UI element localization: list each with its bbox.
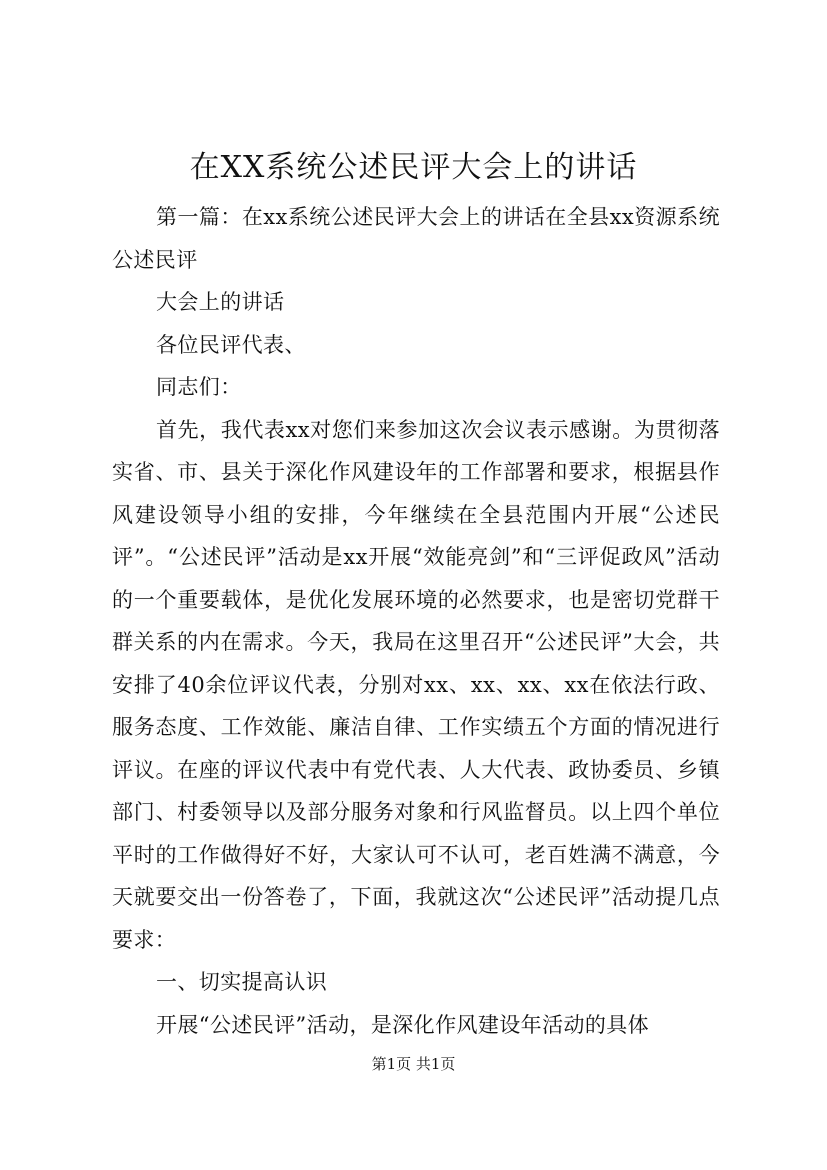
paragraph-heading-continued: 大会上的讲话	[156, 290, 285, 314]
page-footer: 第1页 共1页	[371, 1055, 456, 1073]
section-heading-1: 一、切实提高认识	[156, 970, 328, 994]
paragraph-main: 首先，我代表xx对您们来参加这次会议表示感谢。为贯彻落实省、市、县关于深化作风建设年的工作部署和要求，根据县作风建设领导小组的安排，今年继续在全县范围内开展“公述民评”。“公述民评”活动是xx开展“效能亮剑”和“三评促政风”活动的一个重要载体，是优化发展环境的必然要求，也是密切党群干群关系的内在需求。今天，我局在这里召开“公述民评”大会，共安排了40余位评议代表，分别对xx、xx、xx、xx在依法行政、服务态度、工作效能、廉洁自律、工作实绩五个方面的情况进行评议。在座的评议代表中有党代表、人大代表、政协委员、乡镇部门、村委领导以及部分服务对象和行风监督员。以上四个单位平时的工作做得好不好，大家认可不认可，老百姓满不满意，今天就要交出一份答卷了，下面，我就这次“公述民评”活动提几点要求：	[112, 417, 720, 952]
paragraph-salutation-2: 同志们：	[156, 375, 242, 399]
document-body	[112, 196, 720, 1046]
paragraph-intro: 第一篇：在xx系统公述民评大会上的讲话在全县xx资源系统公述民评	[112, 205, 720, 272]
paragraph-salutation: 各位民评代表、	[156, 332, 306, 357]
paragraph-section-1: 开展“公述民评”活动，是深化作风建设年活动的具体	[156, 1012, 650, 1037]
document-title: 在XX系统公述民评大会上的讲话	[189, 150, 638, 185]
